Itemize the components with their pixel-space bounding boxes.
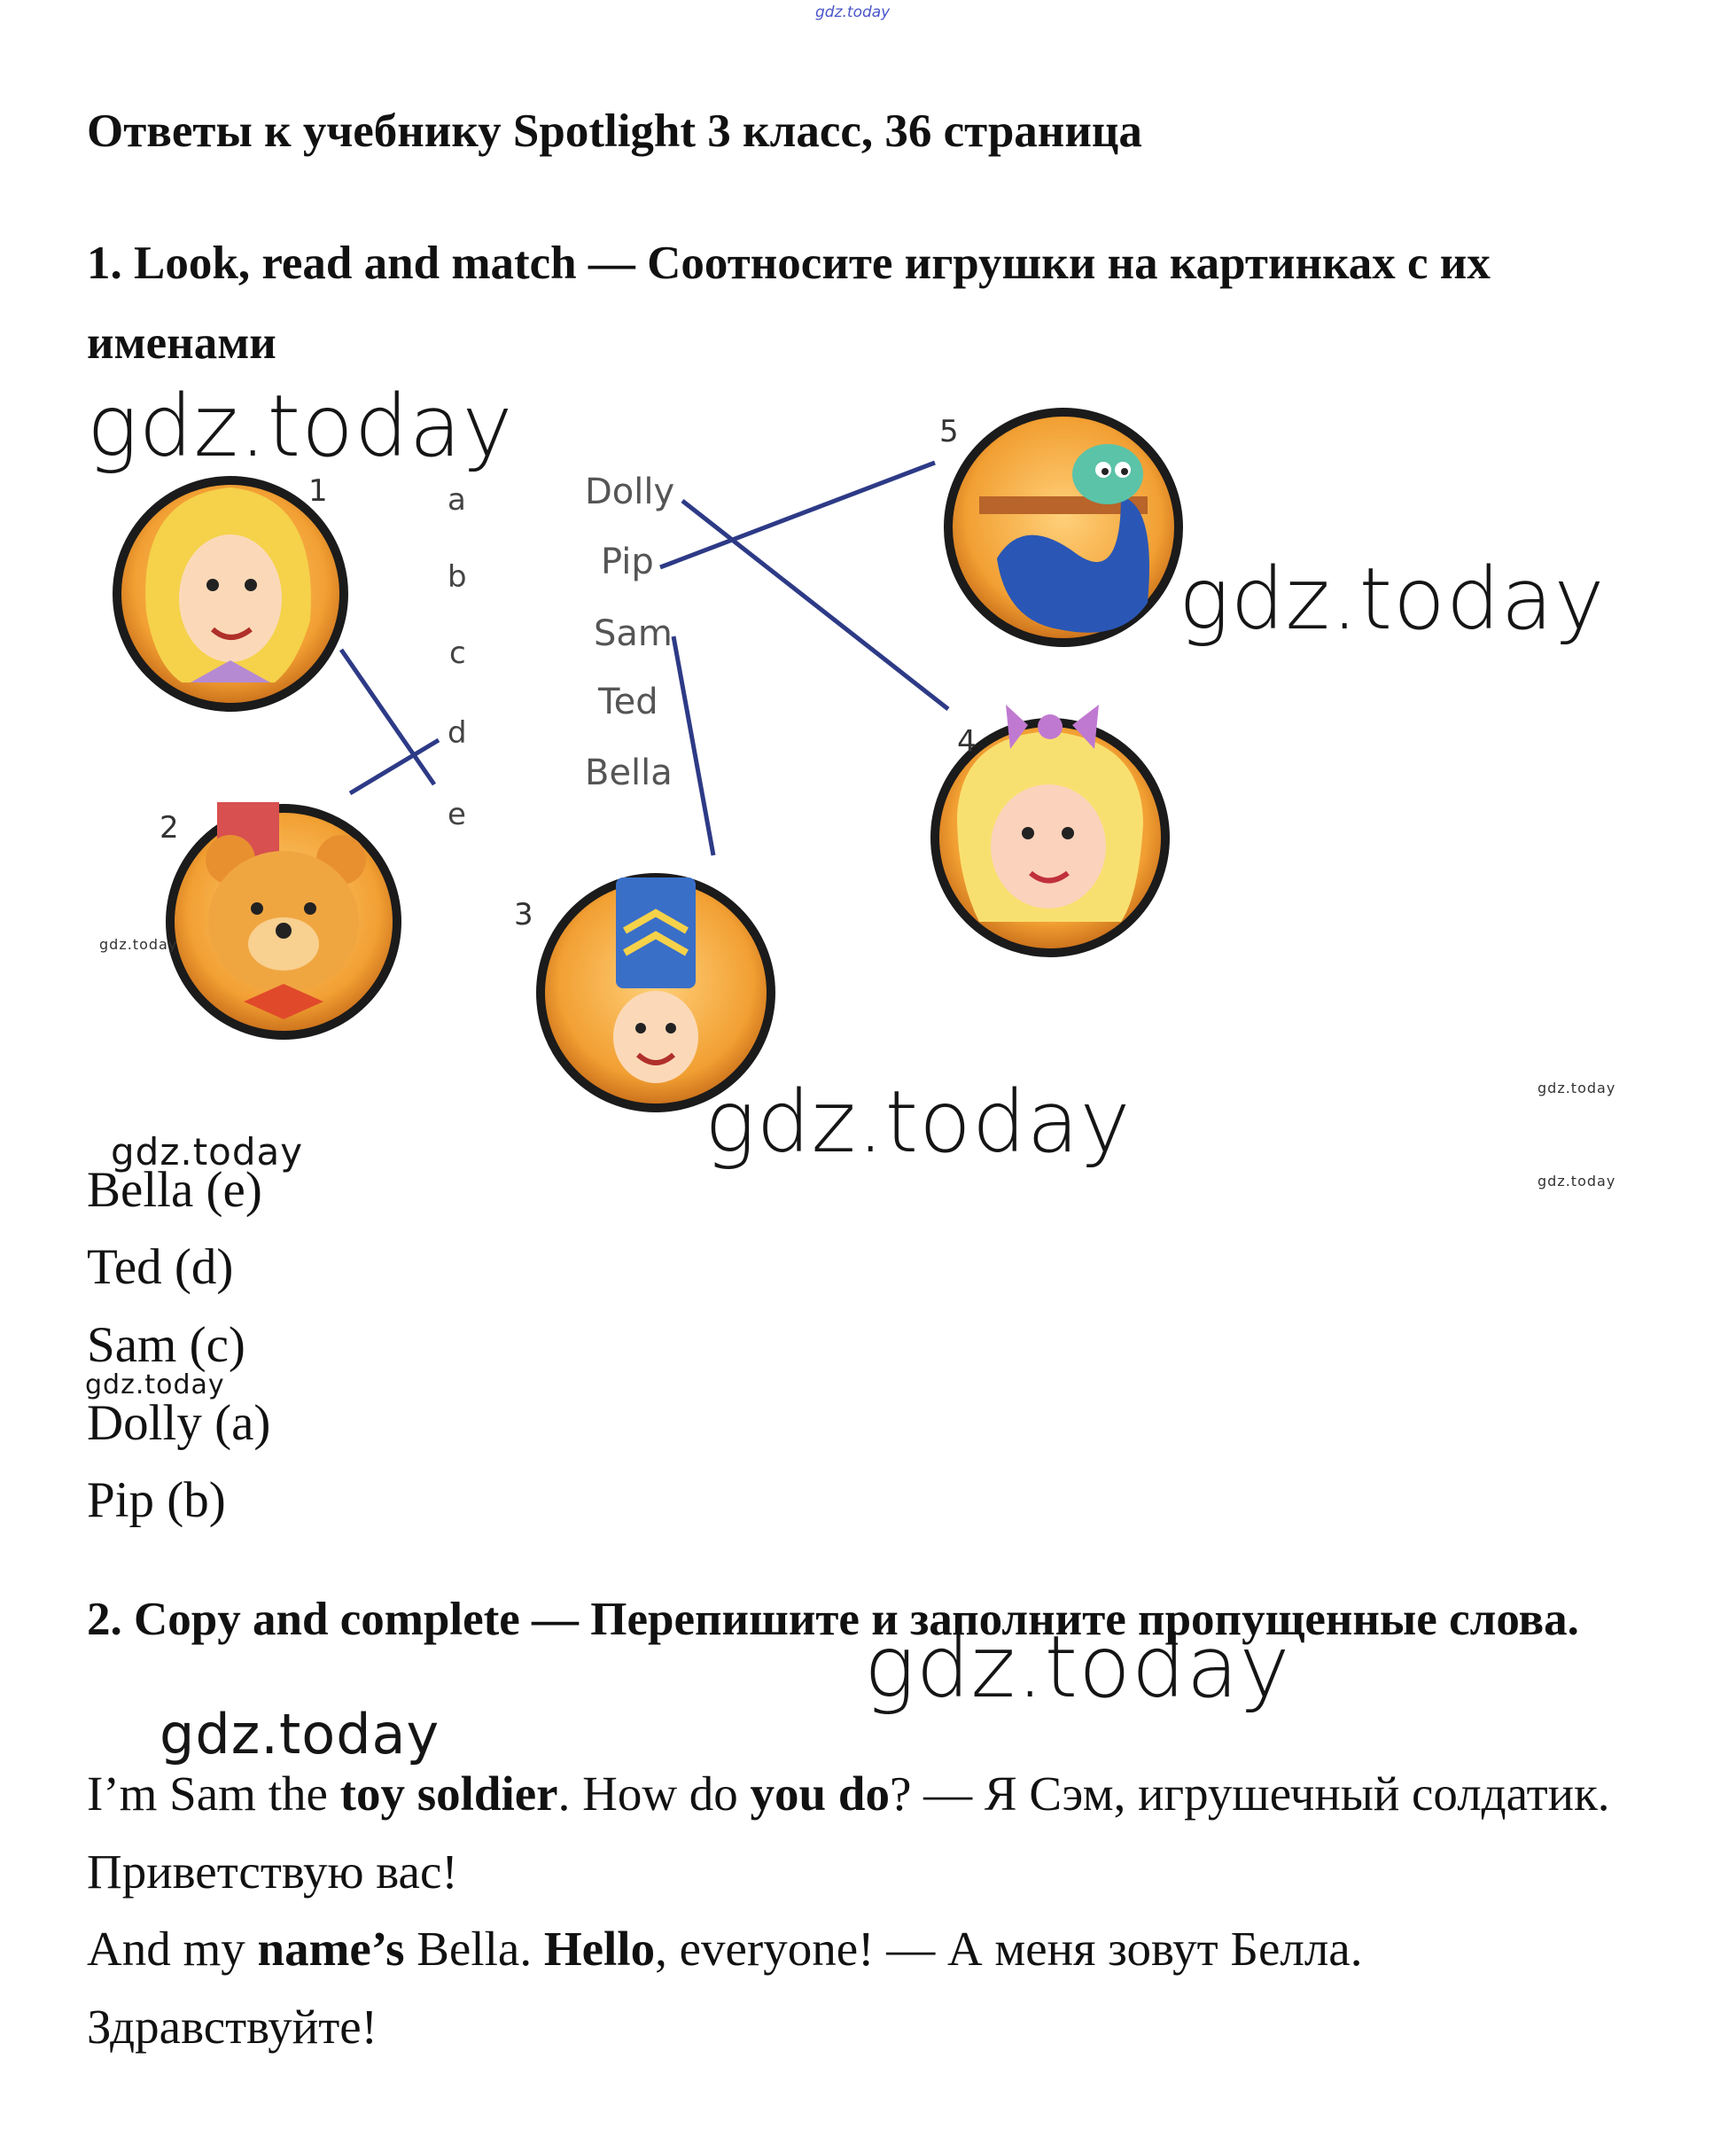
circle-number: 3 bbox=[514, 897, 533, 932]
toy-name: Sam bbox=[594, 613, 673, 654]
top-watermark: gdz.today bbox=[815, 4, 891, 21]
answer-line: Sam (c) bbox=[87, 1317, 245, 1373]
watermark: gdz.today bbox=[85, 1369, 225, 1400]
answer-paragraph-1 bbox=[87, 1755, 1664, 1911]
watermark: gdz.today bbox=[1179, 550, 1606, 649]
answer-line: Ted (d) bbox=[87, 1239, 234, 1295]
watermark: gdz.today bbox=[705, 1072, 1132, 1172]
match-line bbox=[673, 636, 713, 855]
answer-line: Dolly (a) bbox=[87, 1395, 271, 1451]
answer-line: Pip (b) bbox=[87, 1472, 226, 1528]
circle-number: 1 bbox=[308, 473, 328, 509]
filled-word: Hello bbox=[543, 1922, 656, 1976]
text-run: , everyone! — А меня зовут Белла. Здравствуйте! bbox=[87, 1922, 1363, 2054]
watermark: gdz.today bbox=[1537, 1080, 1616, 1096]
option-letter: b bbox=[448, 559, 467, 595]
toy-name: Dolly bbox=[585, 472, 675, 512]
filled-word: toy soldier bbox=[339, 1767, 558, 1821]
page-title: Ответы к учебнику Spotlight 3 класс, 36 страница bbox=[87, 105, 1142, 157]
watermark: gdz.today bbox=[160, 1702, 440, 1767]
picture-pip-circle bbox=[948, 412, 1179, 643]
watermark: gdz.today bbox=[1537, 1173, 1616, 1189]
exercise-1-heading: 1. Look, read and match — Соотносите игрушки на картинках с их именами bbox=[87, 238, 1491, 369]
answer-line: Bella (e) bbox=[87, 1162, 262, 1218]
answer-paragraph-2 bbox=[87, 1910, 1664, 2066]
picture-ted-circle bbox=[170, 802, 397, 1035]
circle-number: 2 bbox=[160, 810, 179, 846]
picture-bella-circle bbox=[117, 480, 344, 707]
watermark: gdz.today bbox=[99, 936, 178, 953]
match-line bbox=[350, 740, 439, 793]
filled-word: you do bbox=[750, 1767, 890, 1821]
text-run: ? — Я Сэм, игрушечный солдатик. Приветствую вас! bbox=[87, 1767, 1610, 1899]
watermark: gdz.today bbox=[864, 1618, 1291, 1717]
circle-number: 5 bbox=[939, 414, 959, 449]
option-letter: d bbox=[448, 715, 467, 751]
option-letter: a bbox=[448, 482, 466, 518]
matching-picture bbox=[84, 399, 1281, 1126]
option-letter: e bbox=[448, 797, 466, 832]
text-run: Bella. bbox=[404, 1922, 544, 1976]
match-line bbox=[682, 501, 948, 709]
exercise-2-heading: 2. Copy and complete — Перепишите и заполните пропущенные слова. bbox=[87, 1594, 1579, 1645]
watermark: gdz.today bbox=[87, 377, 514, 476]
text-run: . How do bbox=[557, 1767, 751, 1821]
text-run: And my bbox=[87, 1922, 258, 1976]
filled-word: name’s bbox=[257, 1922, 405, 1976]
toy-name: Pip bbox=[601, 542, 654, 582]
option-letter: c bbox=[449, 636, 466, 671]
text-run: I’m Sam the bbox=[87, 1767, 340, 1821]
toy-name: Bella bbox=[585, 753, 673, 793]
watermark: gdz.today bbox=[111, 1130, 304, 1174]
match-lines bbox=[341, 463, 948, 855]
circle-number: 4 bbox=[957, 724, 977, 760]
match-line bbox=[341, 650, 434, 784]
toy-name: Ted bbox=[598, 682, 658, 722]
